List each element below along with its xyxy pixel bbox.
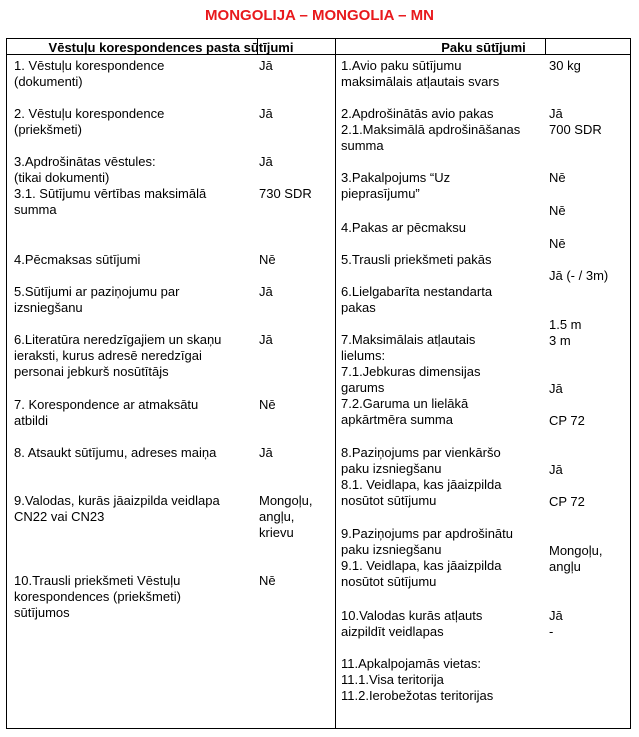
letter-post-label-line: atbildi [14, 413, 48, 428]
parcel-value: 30 kg [549, 58, 581, 73]
parcel-label-line: 6.Lielgabarīta nestandarta [341, 284, 493, 299]
parcel-value: Jā [549, 106, 563, 121]
letter-post-value: angļu, [259, 509, 295, 524]
letter-post-value: 730 SDR [259, 186, 312, 201]
parcel-label-line: paku izsniegšanu [341, 542, 442, 557]
parcel-label-line: 3.Pakalpojums “Uz [341, 170, 451, 185]
parcel-label-line: 9.1. Veidlapa, kas jāaizpilda [341, 558, 502, 573]
parcel-label-line: pieprasījumu” [341, 186, 420, 201]
letter-post-label-line: izsniegšanu [14, 300, 83, 315]
letter-post-label-line: 3.Apdrošinātas vēstules: [14, 154, 156, 169]
letter-post-label-line: 2. Vēstuļu korespondence [14, 106, 165, 121]
parcel-value: 3 m [549, 333, 571, 348]
letter-post-label-line: 1. Vēstuļu korespondence [14, 58, 165, 73]
letter-post-value: Jā [259, 445, 273, 460]
letter-post-label-line: 8. Atsaukt sūtījumu, adreses maiņa [14, 445, 217, 460]
letter-post-value: Jā [259, 58, 273, 73]
letter-post-value: Jā [259, 284, 273, 299]
parcel-value: CP 72 [549, 494, 585, 509]
parcel-label-line: apkārtmēra summa [341, 412, 453, 427]
parcel-value: 700 SDR [549, 122, 602, 137]
parcel-label-line: nosūtot sūtījumu [341, 493, 437, 508]
parcel-label-line: nosūtot sūtījumu [341, 574, 437, 589]
parcel-label-line: 7.2.Garuma un lielākā [341, 396, 469, 411]
parcel-label-line: 9.Paziņojums par apdrošinātu [341, 526, 513, 541]
parcel-value: Jā [549, 462, 563, 477]
letter-post-value: Mongoļu, [259, 493, 313, 508]
parcel-label-line: 4.Pakas ar pēcmaksu [341, 220, 467, 235]
right-column-header: Paku sūtījumi [441, 40, 526, 55]
parcel-label-line: aizpildīt veidlapas [341, 624, 444, 639]
parcel-label-line: pakas [341, 300, 376, 315]
parcel-value: Nē [549, 203, 566, 218]
parcel-value: CP 72 [549, 413, 585, 428]
letter-post-label-line: personai jebkurš nosūtītājs [14, 364, 169, 379]
parcel-label-line: 1.Avio paku sūtījumu [341, 58, 462, 73]
parcel-label-line: garums [341, 380, 385, 395]
letter-post-value: Jā [259, 332, 273, 347]
parcel-label-line: lielums: [341, 348, 386, 363]
parcel-value: Jā [549, 608, 563, 623]
center-divider [335, 39, 336, 728]
letter-post-label-line: ieraksti, kurus adresē neredzīgai [14, 348, 202, 363]
letter-post-label-line: 9.Valodas, kurās jāaizpilda veidlapa [14, 493, 220, 508]
parcel-value: Nē [549, 236, 566, 251]
letter-post-label-line: (tikai dokumenti) [14, 170, 110, 185]
letter-post-label-line: 6.Literatūra neredzīgajiem un skaņu [14, 332, 222, 347]
letter-post-value: Jā [259, 154, 273, 169]
letter-post-label-line: sūtījumos [14, 605, 70, 620]
letter-post-value: krievu [259, 525, 294, 540]
page-title: MONGOLIJA – MONGOLIA – MN [205, 7, 434, 24]
parcel-label-line: 5.Trausli priekšmeti pakās [341, 252, 492, 267]
letter-post-value: Nē [259, 397, 276, 412]
letter-post-label-line: 5.Sūtījumi ar paziņojumu par [14, 284, 180, 299]
letter-post-label-line: korespondences (priekšmeti) [14, 589, 181, 604]
letter-post-label-line: (priekšmeti) [14, 122, 82, 137]
letter-post-label-line: (dokumenti) [14, 74, 83, 89]
letter-post-label-line: 4.Pēcmaksas sūtījumi [14, 252, 141, 267]
letter-post-label-line: CN22 vai CN23 [14, 509, 105, 524]
parcel-label-line: 7.Maksimālais atļautais [341, 332, 476, 347]
parcel-label-line: 2.1.Maksimālā apdrošināšanas [341, 122, 521, 137]
parcel-value: Jā (- / 3m) [549, 268, 609, 283]
parcel-label-line: 11.2.Ierobežotas teritorijas [341, 688, 494, 703]
parcel-value: Jā [549, 381, 563, 396]
left-column-header: Vēstuļu korespondences pasta sūtījumi [48, 40, 294, 55]
parcel-label-line: 11.1.Visa teritorija [341, 672, 444, 687]
parcel-value: Nē [549, 170, 566, 185]
letter-post-value: Jā [259, 106, 273, 121]
letter-post-label-line: 7. Korespondence ar atmaksātu [14, 397, 199, 412]
parcel-label-line: 8.1. Veidlapa, kas jāaizpilda [341, 477, 502, 492]
letter-post-label-line: 3.1. Sūtījumu vērtības maksimālā [14, 186, 207, 201]
parcel-label-line: paku izsniegšanu [341, 461, 442, 476]
parcel-value: - [549, 624, 554, 639]
letter-post-value: Nē [259, 252, 276, 267]
parcel-label-line: 11.Apkalpojamās vietas: [341, 656, 481, 671]
postal-services-table [6, 38, 631, 729]
parcel-label-line: 10.Valodas kurās atļauts [341, 608, 483, 623]
letter-post-value: Nē [259, 573, 276, 588]
parcel-label-line: 8.Paziņojums par vienkāršo [341, 445, 501, 460]
parcel-value: 1.5 m [549, 317, 582, 332]
letter-post-label-line: 10.Trausli priekšmeti Vēstuļu [14, 573, 181, 588]
parcel-label-line: 7.1.Jebkuras dimensijas [341, 364, 481, 379]
letter-post-label-line: summa [14, 202, 57, 217]
parcel-label-line: 2.Apdrošinātās avio pakas [341, 106, 494, 121]
parcel-label-line: maksimālais atļautais svars [341, 74, 500, 89]
parcel-label-line: summa [341, 138, 384, 153]
parcel-value: angļu [549, 559, 581, 574]
parcel-value: Mongoļu, [549, 543, 603, 558]
